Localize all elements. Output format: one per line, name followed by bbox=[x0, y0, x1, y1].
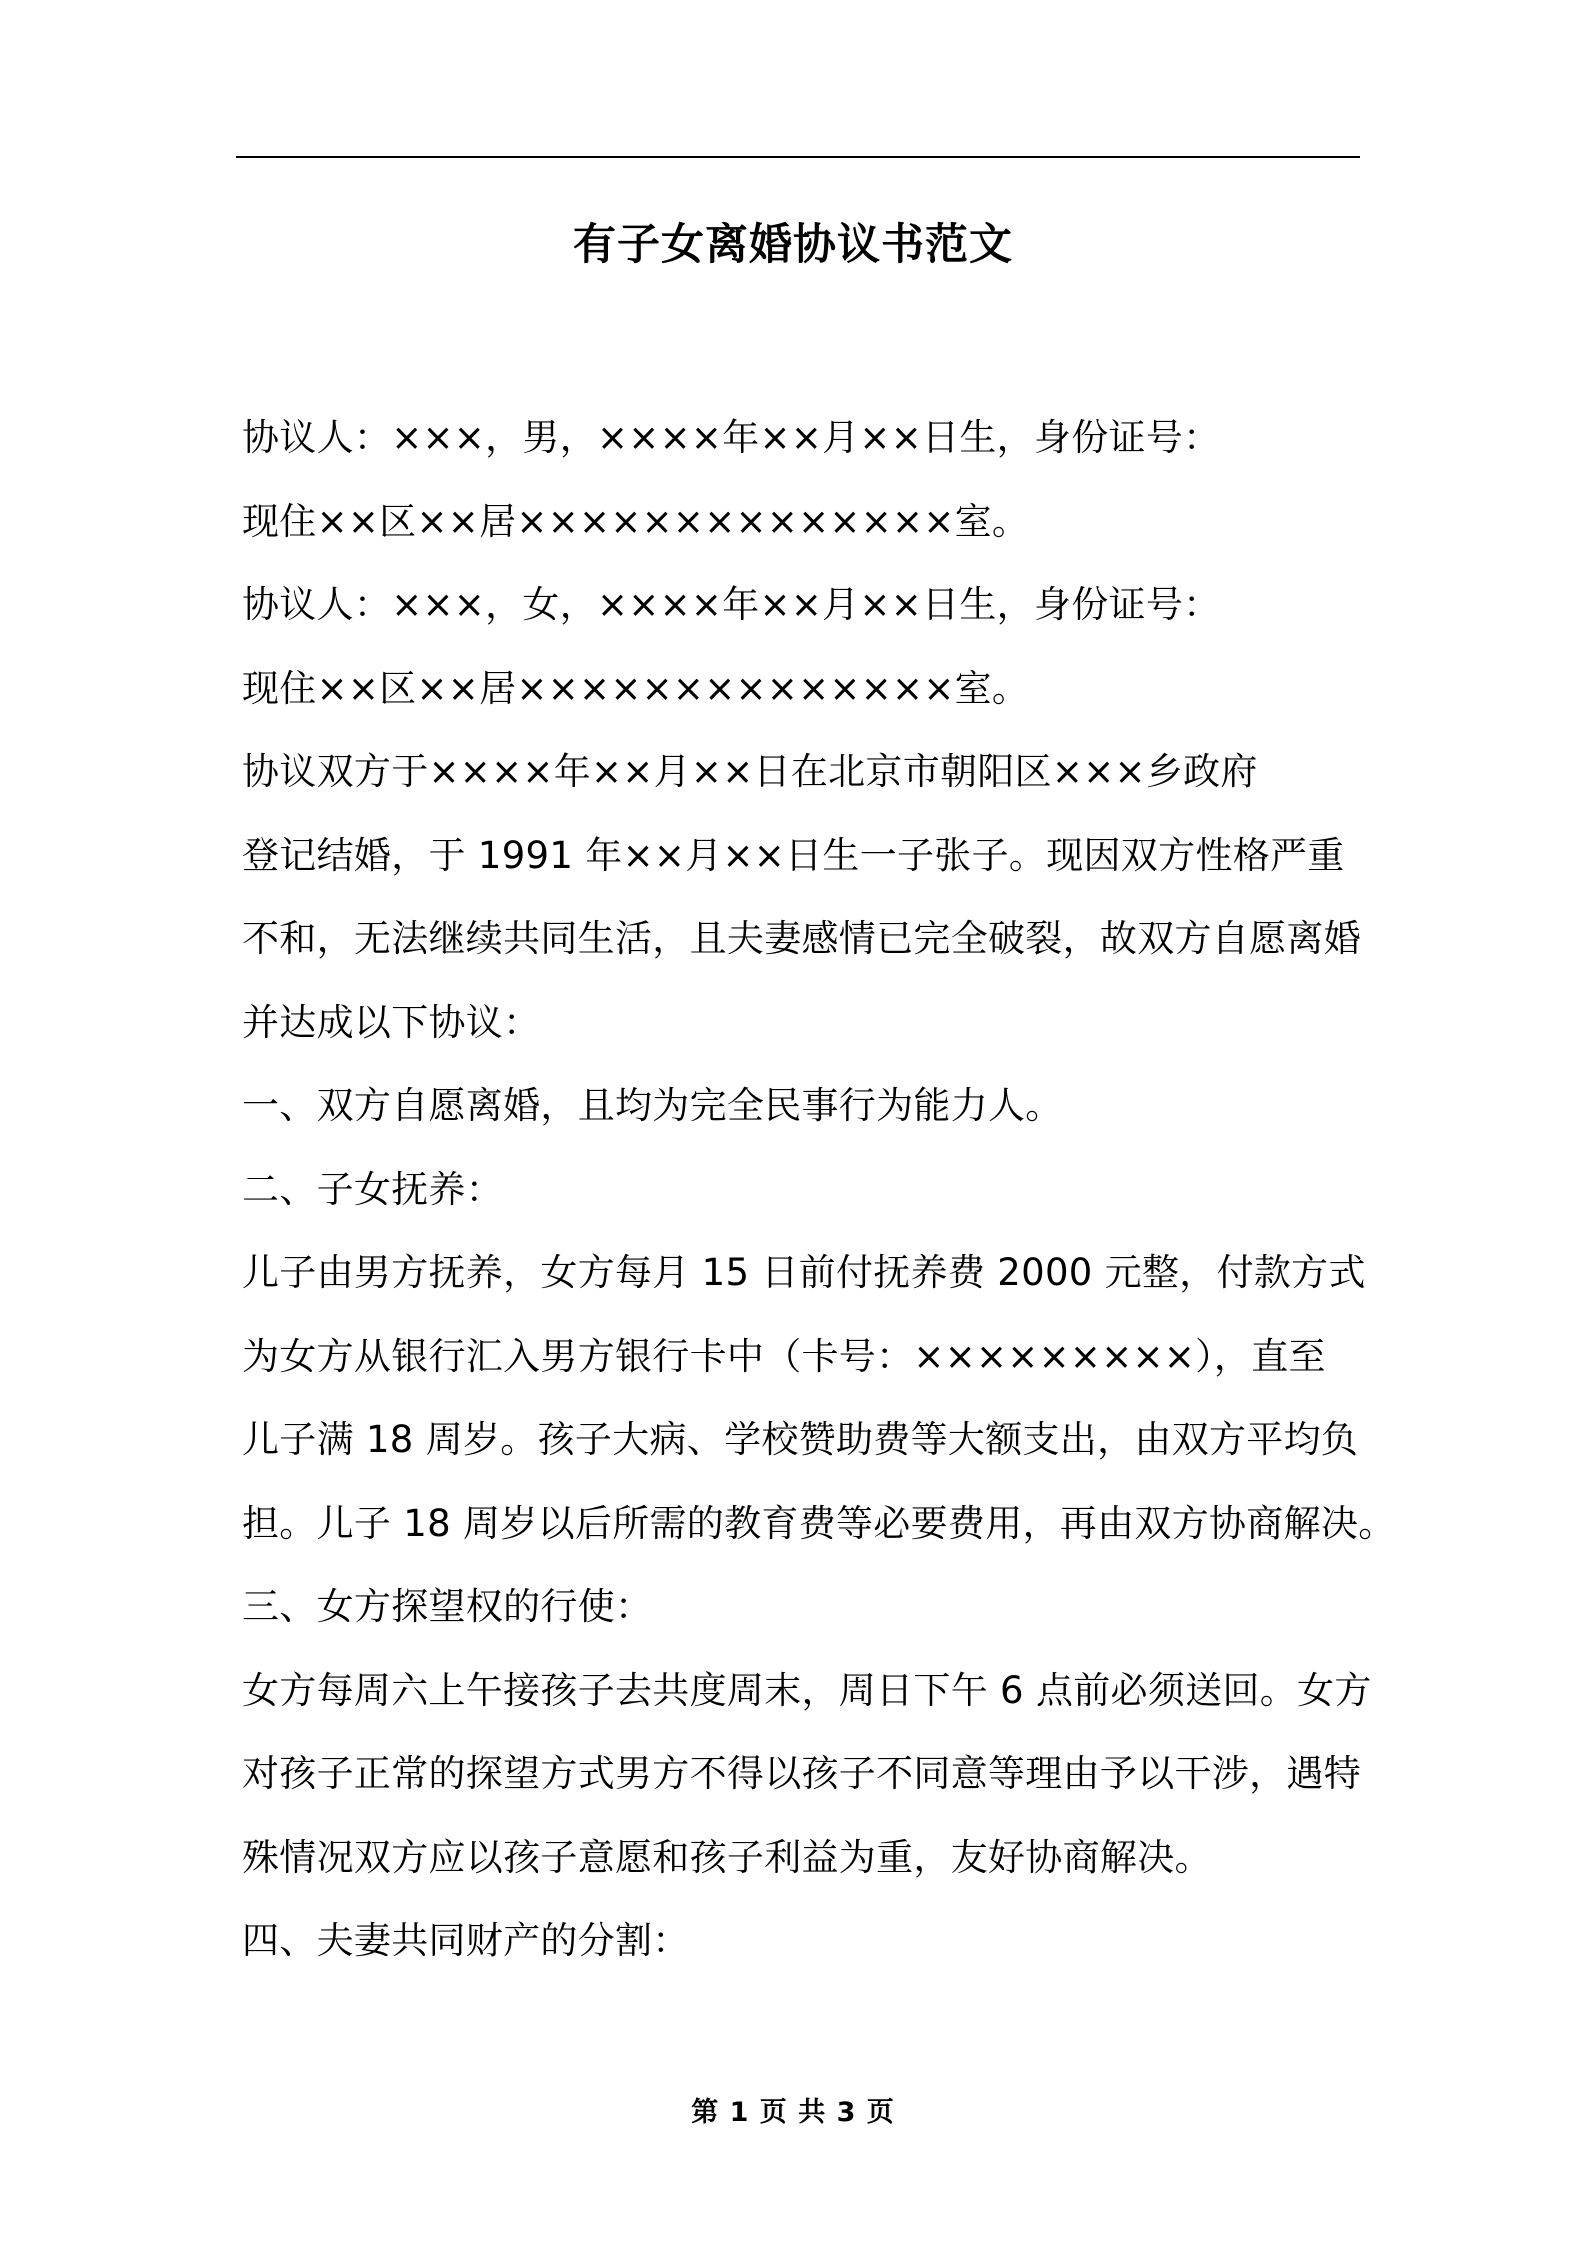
header-divider bbox=[236, 156, 1360, 158]
body-line: 女方每周六上午接孩子去共度周末，周日下午 6 点前必须送回。女方 bbox=[242, 1668, 1372, 1712]
section-heading: 一、双方自愿离婚，且均为完全民事行为能力人。 bbox=[242, 1084, 1063, 1127]
body-line: 协议双方于××××年××月××日在北京市朝阳区×××乡政府 bbox=[242, 750, 1258, 793]
body-line: 儿子由男方抚养，女方每月 15 日前付抚养费 2000 元整，付款方式 bbox=[242, 1251, 1366, 1294]
body-line: 并达成以下协议： bbox=[242, 1000, 541, 1044]
section-heading: 二、子女抚养： bbox=[242, 1167, 504, 1211]
body-line: 协议人：×××，男，××××年××月××日生，身份证号： bbox=[242, 416, 1221, 459]
section-heading: 四、夫妻共同财产的分割： bbox=[242, 1919, 690, 1962]
body-line: 现住××区××居××××××××××××××室。 bbox=[242, 499, 1030, 543]
body-line: 不和，无法继续共同生活，且夫妻感情已完全破裂，故双方自愿离婚 bbox=[242, 917, 1361, 960]
document-title: 有子女离婚协议书范文 bbox=[573, 220, 1013, 270]
body-line: 现住××区××居××××××××××××××室。 bbox=[242, 666, 1030, 710]
section-heading: 三、女方探望权的行使： bbox=[242, 1585, 653, 1628]
body-line: 担。儿子 18 周岁以后所需的教育费等必要费用，再由双方协商解决。 bbox=[242, 1501, 1396, 1545]
document-body bbox=[242, 408, 1396, 1995]
page-number: 第 1 页 共 3 页 bbox=[691, 2097, 895, 2128]
body-line: 为女方从银行汇入男方银行卡中（卡号：×××××××××），直至 bbox=[242, 1334, 1326, 1378]
body-line: 儿子满 18 周岁。孩子大病、学校赞助费等大额支出，由双方平均负 bbox=[242, 1418, 1359, 1461]
body-line: 殊情况双方应以孩子意愿和孩子利益为重，友好协商解决。 bbox=[242, 1835, 1212, 1879]
body-line: 登记结婚，于 1991 年××月××日生一子张子。现因双方性格严重 bbox=[242, 833, 1345, 877]
body-line: 协议人：×××，女，××××年××月××日生，身份证号： bbox=[242, 583, 1221, 626]
body-line: 对孩子正常的探望方式男方不得以孩子不同意等理由予以干涉，遇特 bbox=[242, 1752, 1361, 1795]
